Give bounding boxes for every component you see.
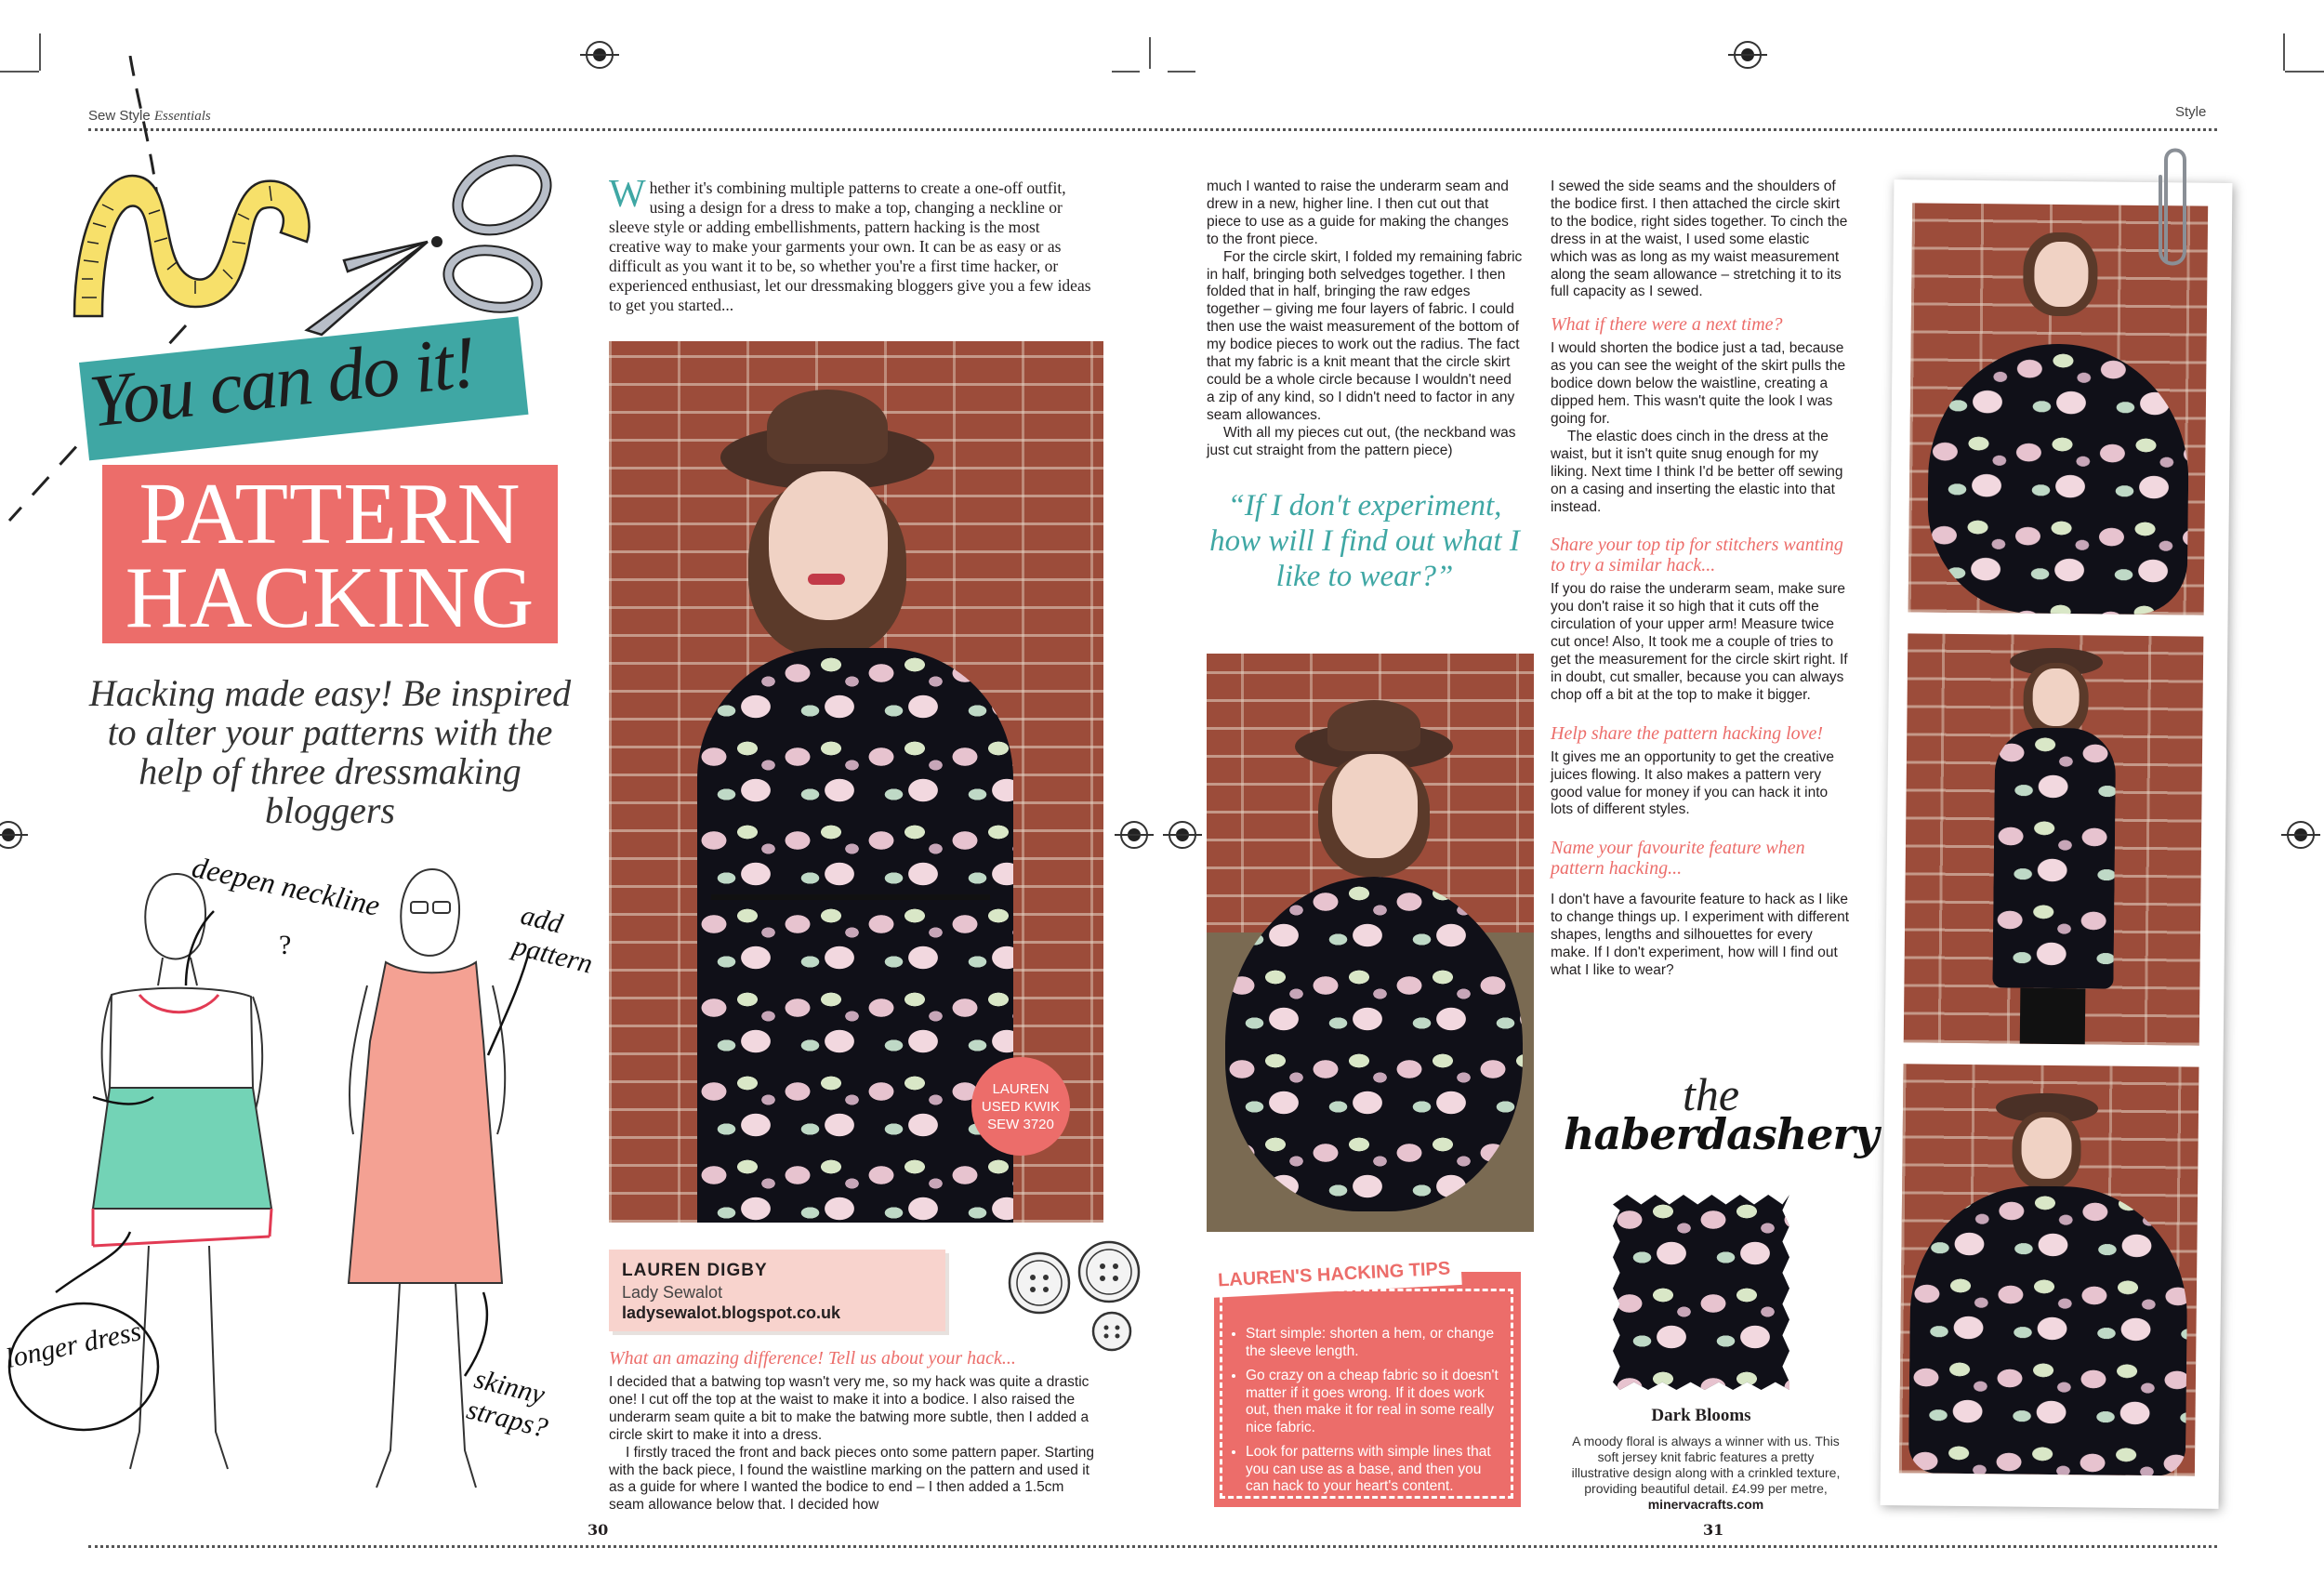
paragraph: It gives me an opportunity to get the creative juices flowing. It also makes a pattern very good value for money if you can hack it into lots of different styles. (1551, 748, 1835, 818)
main-title-box (102, 465, 558, 646)
legs (2020, 988, 2086, 1045)
pattern-badge: LAUREN USED KWIK SEW 3720 (971, 1057, 1070, 1156)
fabric-swatch (1613, 1195, 1789, 1390)
floral-dress (1992, 727, 2116, 988)
page-number-left: 30 (584, 1521, 612, 1539)
tips-box (1214, 1258, 1521, 1507)
paragraph: With all my pieces cut out, (the neckband was just cut straight from the pattern piece) (1207, 424, 1516, 458)
registration-mark (0, 821, 22, 849)
question-heading: Help share the pattern hacking love! (1551, 722, 1824, 744)
sketch-note-neckline: deepen neckline (189, 850, 383, 922)
tips-title: LAUREN'S HACKING TIPS (1206, 1252, 1462, 1298)
tip-item: • Start simple: shorten a hem, or change the sleeve length. (1246, 1326, 1504, 1360)
intro-text: hether it's combining multiple patterns to create a one-off outfit, using a design for a dress to make a top, changing a neckline or sleeve style or adding embellishments, pattern hacking is the most creative way to make your garments your own. It can be as easy or as difficult as you want it to be, so whether you're a first time hacker, or experienced enthusiast, let our dressmaking bloggers give you a few ideas to get you started... (609, 179, 1091, 314)
main-title-line1: PATTERN (139, 466, 522, 562)
face (1332, 754, 1418, 858)
magazine-brand: Sew Style (88, 108, 151, 124)
product-source[interactable]: minervacrafts.com (1647, 1497, 1764, 1512)
registration-mark (1120, 821, 1148, 849)
question-heading: What an amazing difference! Tell us about your hack... (609, 1348, 1016, 1369)
seated-photo (1207, 654, 1534, 1232)
strip-photo-2 (1904, 633, 2204, 1045)
script-title: You can do it! (86, 321, 479, 443)
tip-item: • Look for patterns with simple lines that you can use as a base, and then you can hack to your heart's content. (1246, 1444, 1504, 1496)
blog-url[interactable]: ladysewalot.blogspot.co.uk (622, 1303, 841, 1322)
paragraph: The elastic does cinch in the dress at the waist, but it isn't quite snug enough for my liking. Next time I think I'd be better off sewing on a casing and inserting the elastic into that instead. (1551, 428, 1843, 515)
article-column-2 (1207, 179, 1523, 460)
section-name: Essentials (153, 109, 211, 124)
sketch-note-pattern: add pattern (509, 899, 596, 980)
paragraph: I decided that a batwing top wasn't very me, so my hack was quite a drastic one! I cut off the top at the waist to make it into a bodice. I also raised the underarm seam quite a bit to make the batwing more subtle, then I added a circle skirt to make it into a dress. (609, 1374, 1089, 1443)
blog-name: Lady Sewalot (622, 1283, 723, 1302)
lips (808, 574, 845, 585)
photo-strip (1881, 179, 2233, 1509)
registration-mark (586, 41, 614, 69)
question-heading: Share your top tip for stitchers wanting to try a similar hack... (1551, 535, 1843, 576)
registration-mark (1734, 41, 1762, 69)
subtitle: Hacking made easy! Be inspired to alter your patterns with the help of three dressmaking bloggers (88, 672, 572, 831)
face (2021, 1118, 2072, 1180)
registration-mark (1169, 821, 1196, 849)
paragraph: I firstly traced the front and back pieces onto some pattern paper. Starting with the back piece, I found the waistline marking on the pattern and used it as a guide for where I wanted the bodice to end – I then added a 1.5cm seam allowance below that. I decided how (609, 1444, 1095, 1514)
face (2034, 242, 2089, 308)
paragraph: If you do raise the underarm seam, make sure you don't raise it so high that it cuts off the circulation of your upper arm! Measure twice cut once! Also, It took me a couple of tries to get the measurement for the circle skirt right. If in doubt, cut smaller, because you can always chop off a bit at the top to make it bigger. (1551, 581, 1848, 703)
face (769, 471, 888, 620)
floral-dress (1908, 1184, 2188, 1475)
paragraph: For the circle skirt, I folded my remaining fabric in half, bringing both selvedges together. I then folded that in half, bringing the raw edges together – giving me four layers of fabric. I could then use the waist measurement of the bottom of my bodice pieces to work out the radius. The fact that my fabric is a knit meant that the circle skirt could be a whole circle because I wouldn't need a zip of any kind, so I didn't need to factor in any seam allowances. (1207, 248, 1523, 423)
face (2032, 668, 2080, 727)
article-column-3 (1551, 179, 1850, 980)
sketch-note-question: ? (279, 930, 292, 960)
paragraph: I sewed the side seams and the shoulders of the bodice first. I then attached the circle skirt to the bodice, right sides together. To cinch the dress in at the waist, I used some elastic which was as long as my waist measurement along the seam allowance – stretching it to its full capacity as I sewed. (1551, 179, 1848, 300)
footer-rule (88, 1545, 2217, 1548)
paperclip-icon (2155, 139, 2196, 279)
measuring-tape-icon (65, 139, 325, 335)
paragraph: much I wanted to raise the underarm seam and drew in a new, higher line. I then cut out that piece to use as a guide for making the changes to the front piece. (1207, 179, 1509, 247)
haberdashery-heading: haberdashery (1564, 1109, 1879, 1159)
product-name: Dark Blooms (1651, 1406, 1751, 1425)
main-title-line2: HACKING (125, 549, 535, 646)
hat-crown (1327, 700, 1420, 751)
waist-tie (711, 894, 990, 900)
page-number-right: 31 (1699, 1521, 1727, 1539)
scissors-icon (288, 139, 567, 344)
article-column-1 (609, 1348, 1100, 1514)
floral-dress (697, 648, 1013, 1223)
registration-mark (2287, 821, 2315, 849)
drop-cap: W (609, 173, 646, 216)
tip-item: • Go crazy on a cheap fabric so it doesn't matter if it goes wrong. If it does work out, then make it for real in some really nice fabric. (1246, 1368, 1504, 1436)
header-rule (88, 128, 2217, 131)
product-description: A moody floral is always a winner with us. This soft jersey knit fabric features a pretty illustrative design along with a crinkled texture, providing beautiful detail. £4.99 per metre, (1571, 1434, 1841, 1496)
paragraph: I would shorten the bodice just a tad, because as you can see the weight of the skirt pulls the bodice down below the waistline, creating a dipped hem. This wasn't quite the look I was going for. (1551, 340, 1846, 427)
paragraph: I don't have a favourite feature to hack as I like to change things up. I experiment with different shapes, lengths and silhouettes for every make. If I don't experiment, how will I find out what I like to wear? (1551, 892, 1850, 978)
tips-list (1235, 1326, 1504, 1496)
main-photo (609, 341, 1103, 1223)
strip-photo-3 (1899, 1064, 2199, 1475)
blogger-card (609, 1250, 945, 1331)
button-icon (1002, 1237, 1169, 1357)
blogger-name: LAUREN DIGBY (622, 1261, 768, 1280)
floral-dress (1927, 343, 2190, 615)
haberdashery-the: the (1683, 1068, 1740, 1120)
sketch-note-straps: skinny straps? (463, 1363, 551, 1444)
question-heading: What if there were a next time? (1551, 314, 1783, 336)
floral-dress (1225, 877, 1523, 1211)
question-heading: Name your favourite feature when pattern hacking... (1551, 838, 1805, 880)
pull-quote: “If I don't experiment, how will I find out what I like to wear?” (1209, 489, 1520, 593)
intro-paragraph (609, 173, 1092, 315)
hat-crown (767, 390, 888, 464)
sketch-note-longer: longer dress (3, 1316, 144, 1375)
running-header-right: Style (2175, 104, 2207, 120)
